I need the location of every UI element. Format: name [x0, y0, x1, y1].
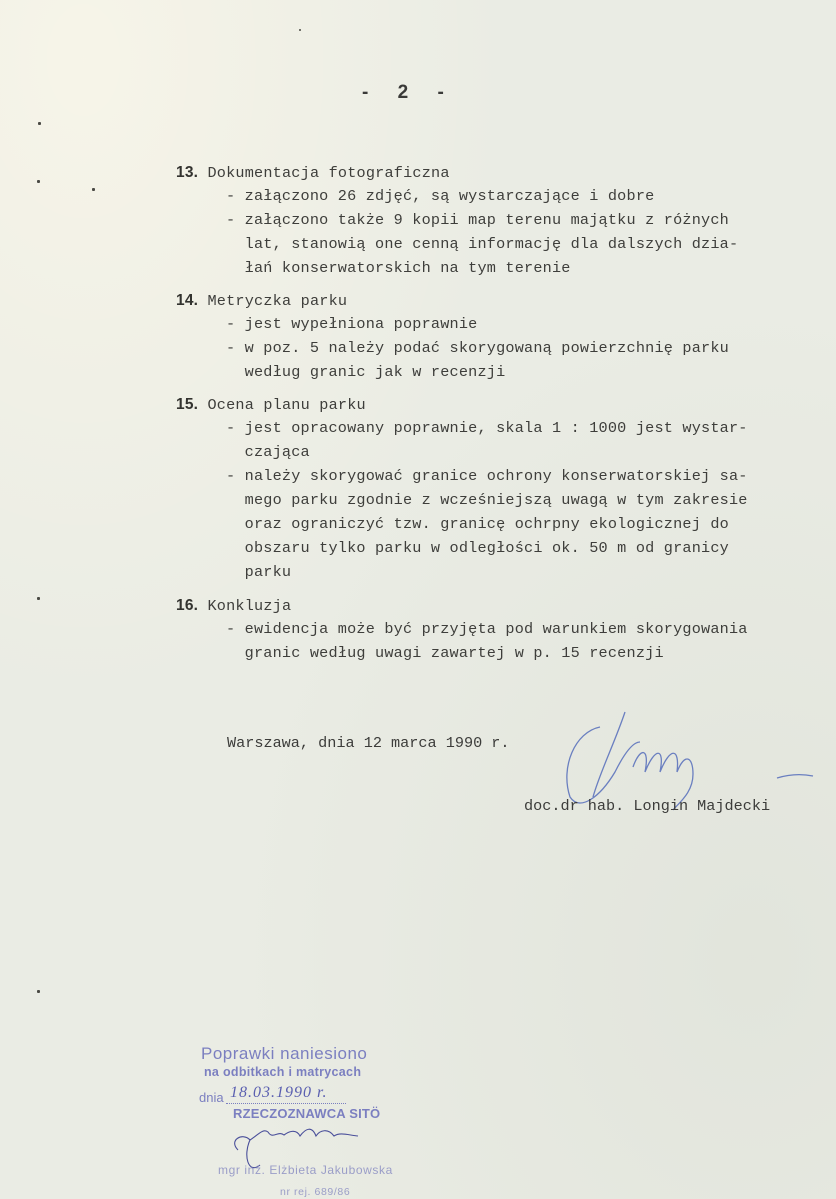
page-number: - 2 - [362, 82, 456, 103]
speck-mark [37, 597, 40, 600]
section-line: lat, stanowią one cenną informację dla dalszych dzia- [226, 235, 739, 253]
section-title: Konkluzja [207, 597, 292, 615]
speck-mark [38, 122, 41, 125]
speck-mark [92, 188, 95, 191]
signature-icon [555, 702, 815, 812]
section-line: - w poz. 5 należy podać skorygowaną powierzchnię parku [226, 339, 729, 357]
stamp-date-value: 18.03.1990 r. [230, 1084, 328, 1101]
place-and-date: Warszawa, dnia 12 marca 1990 r. [227, 734, 510, 752]
correction-stamp [188, 1040, 448, 1199]
speck-mark [37, 990, 40, 993]
section-number: 14. [176, 292, 199, 309]
section-line: granic według uwagi zawartej w p. 15 recenzji [226, 644, 664, 662]
section-line: obszaru tylko parku w odległości ok. 50 m od granicy [226, 539, 729, 557]
section-number: 15. [176, 396, 199, 413]
speck-mark [299, 29, 301, 31]
section-line: oraz ograniczyć tzw. granicę ochrpny ekologicznej do [226, 515, 729, 533]
section-line: - załączono także 9 kopii map terenu majątku z różnych [226, 211, 729, 229]
section-line: - ewidencja może być przyjęta pod warunkiem skorygowania [226, 620, 748, 638]
stamp-name: mgr inż. Elżbieta Jakubowska [218, 1163, 393, 1177]
stamp-line-1: Poprawki naniesiono [201, 1044, 368, 1063]
section-heading [176, 289, 347, 313]
speck-mark [37, 180, 40, 183]
stamp-registry: nr rej. 689/86 [280, 1186, 351, 1198]
section-title: Metryczka parku [207, 292, 348, 310]
section-line: mego parku zgodnie z wcześniejszą uwagą w tym zakresie [226, 491, 748, 509]
section-line: parku [226, 563, 292, 581]
section-heading [176, 161, 450, 185]
section-line: według granic jak w recenzji [226, 363, 506, 381]
section-number: 13. [176, 164, 199, 181]
section-line: łań konserwatorskich na tym terenie [226, 259, 571, 277]
section-line: - załączono 26 zdjęć, są wystarczające i dobre [226, 187, 655, 205]
stamp-date-label: dnia [199, 1090, 224, 1105]
author-name: doc.dr hab. Longin Majdecki [524, 797, 771, 815]
section-title: Ocena planu parku [207, 396, 366, 414]
section-heading [176, 393, 366, 417]
stamp-title: RZECZOZNAWCA SITÖ [233, 1106, 381, 1121]
section-title: Dokumentacja fotograficzna [207, 164, 450, 182]
section-line: - jest wypełniona poprawnie [226, 315, 478, 333]
section-number: 16. [176, 597, 199, 614]
section-line: - jest opracowany poprawnie, skala 1 : 1000 jest wystar- [226, 419, 748, 437]
stamp-line-2: na odbitkach i matrycach [204, 1065, 362, 1079]
section-line: - należy skorygować granice ochrony konserwatorskiej sa- [226, 467, 748, 485]
section-heading [176, 594, 291, 618]
section-line: czająca [226, 443, 310, 461]
